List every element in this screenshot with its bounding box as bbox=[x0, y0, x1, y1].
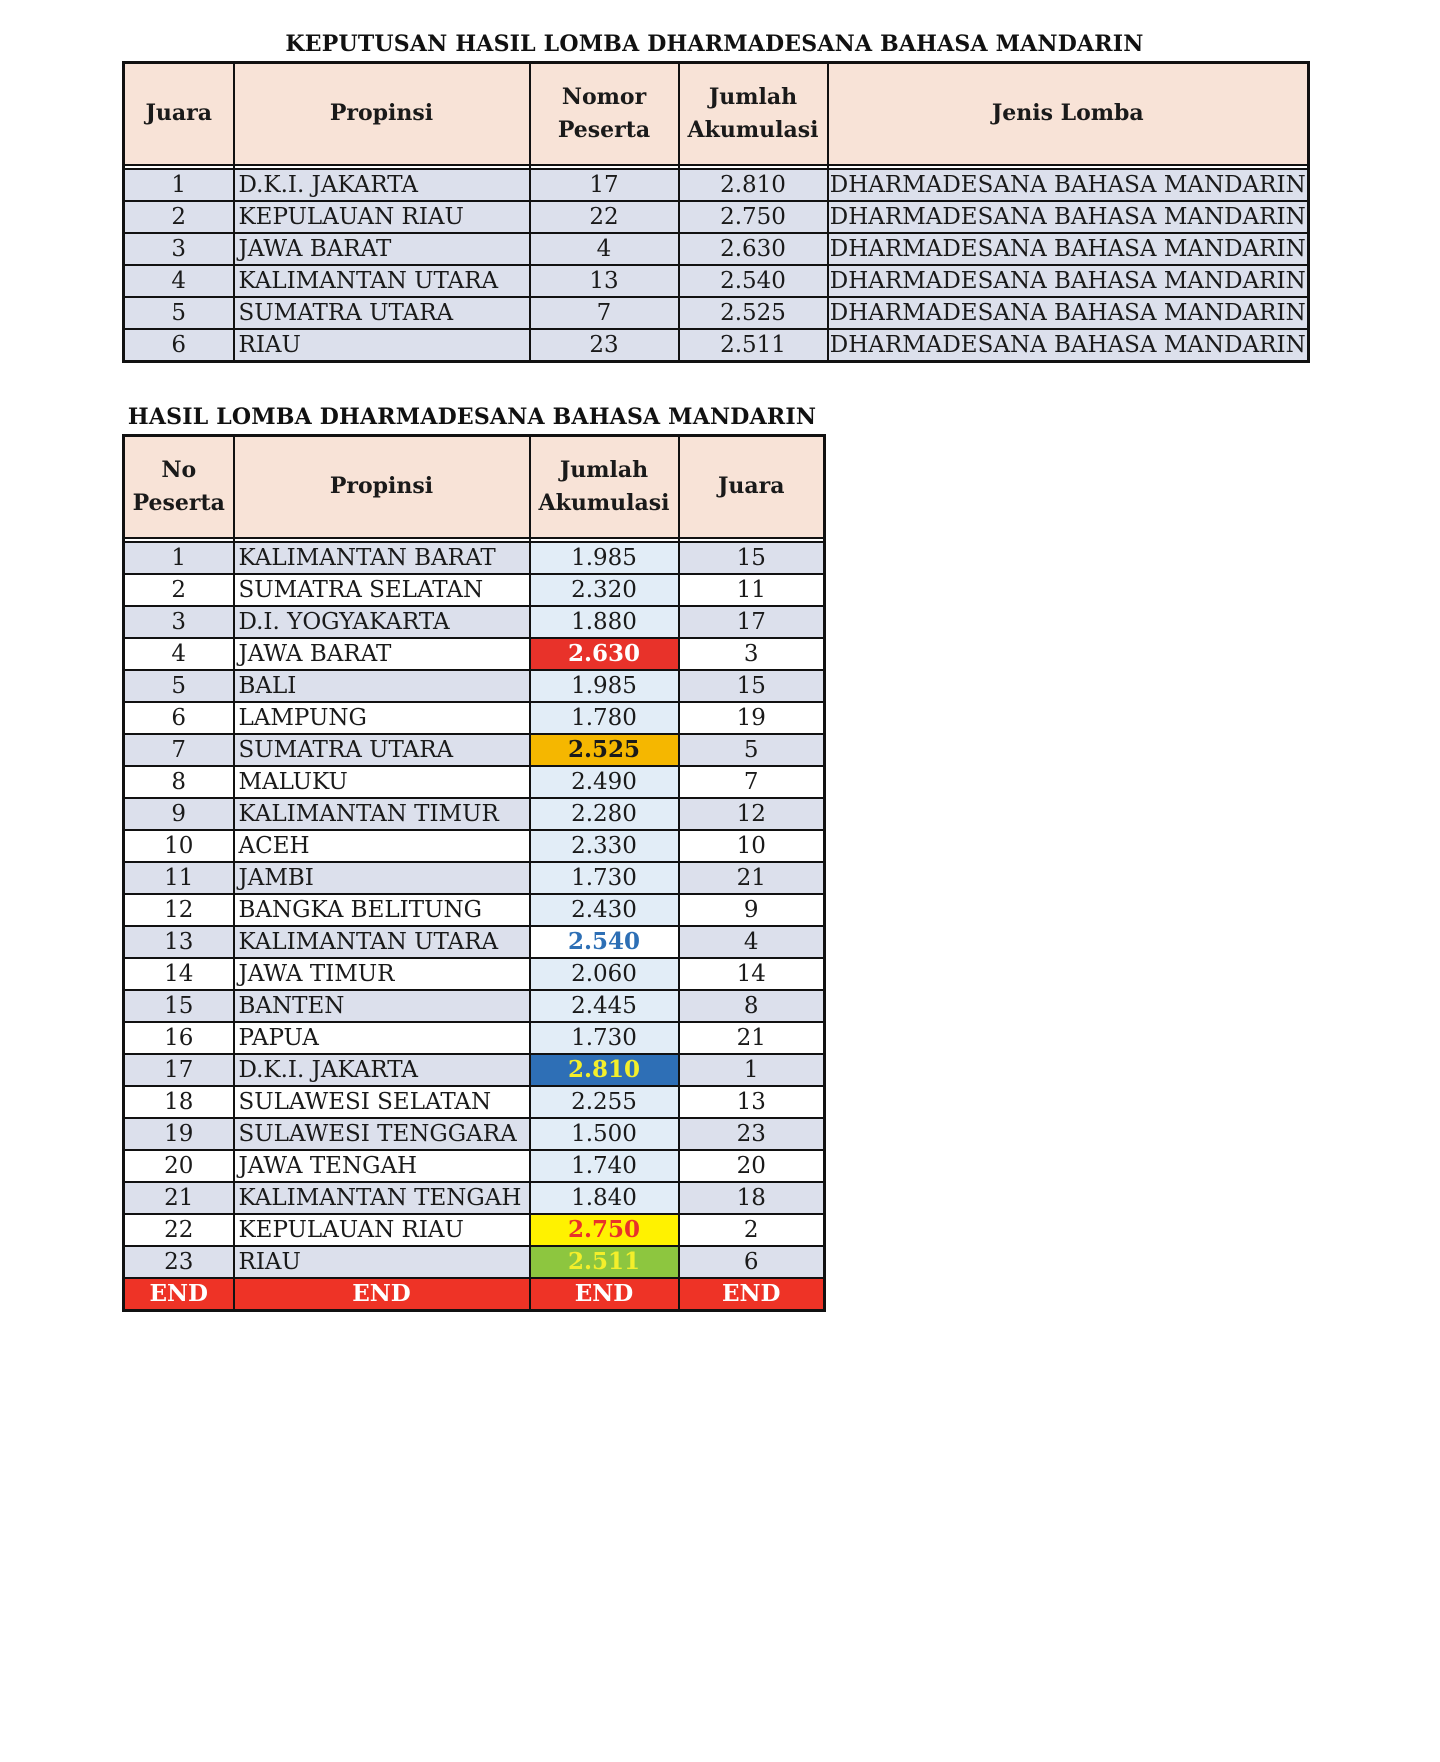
rank-cell: 7 bbox=[679, 766, 825, 798]
participant-number-cell: 8 bbox=[124, 766, 234, 798]
decision-table bbox=[122, 61, 1310, 363]
header-propinsi: Propinsi bbox=[234, 436, 530, 538]
result-row bbox=[124, 670, 825, 702]
participant-number-cell: 22 bbox=[530, 201, 679, 233]
participant-number-cell: 23 bbox=[124, 1246, 234, 1278]
result-row bbox=[124, 574, 825, 606]
participant-number-cell: 7 bbox=[530, 297, 679, 329]
header-jenis-lomba: Jenis Lomba bbox=[828, 63, 1309, 165]
province-cell: D.K.I. JAKARTA bbox=[234, 169, 530, 201]
rank-cell: 21 bbox=[679, 1022, 825, 1054]
result-row bbox=[124, 606, 825, 638]
score-cell: 2.511 bbox=[679, 329, 828, 362]
decision-row bbox=[124, 201, 1309, 233]
score-cell: 1.985 bbox=[530, 542, 679, 574]
score-cell: 2.540 bbox=[679, 265, 828, 297]
participant-number-cell: 3 bbox=[124, 606, 234, 638]
rank-cell: 9 bbox=[679, 894, 825, 926]
competition-type-cell: DHARMADESANA BAHASA MANDARIN bbox=[828, 233, 1309, 265]
rank-cell: 3 bbox=[124, 233, 234, 265]
score-cell: 2.750 bbox=[679, 201, 828, 233]
rank-cell: 12 bbox=[679, 798, 825, 830]
rank-cell: 6 bbox=[124, 329, 234, 362]
score-cell: 1.840 bbox=[530, 1182, 679, 1214]
result-row bbox=[124, 1150, 825, 1182]
competition-type-cell: DHARMADESANA BAHASA MANDARIN bbox=[828, 201, 1309, 233]
rank-cell: 5 bbox=[679, 734, 825, 766]
participant-number-cell: 10 bbox=[124, 830, 234, 862]
province-cell: SUMATRA SELATAN bbox=[234, 574, 530, 606]
header-no-peserta: No Peserta bbox=[124, 436, 234, 538]
result-row bbox=[124, 958, 825, 990]
result-row bbox=[124, 702, 825, 734]
province-cell: PAPUA bbox=[234, 1022, 530, 1054]
score-cell: 2.330 bbox=[530, 830, 679, 862]
score-cell: 2.430 bbox=[530, 894, 679, 926]
results-table bbox=[122, 434, 826, 1312]
result-row bbox=[124, 1022, 825, 1054]
rank-cell: 20 bbox=[679, 1150, 825, 1182]
province-cell: BALI bbox=[234, 670, 530, 702]
decision-row bbox=[124, 265, 1309, 297]
result-row bbox=[124, 926, 825, 958]
result-row bbox=[124, 1086, 825, 1118]
result-row bbox=[124, 798, 825, 830]
participant-number-cell: 13 bbox=[530, 265, 679, 297]
header-juara: Juara bbox=[679, 436, 825, 538]
participant-number-cell: 6 bbox=[124, 702, 234, 734]
province-cell: BANTEN bbox=[234, 990, 530, 1022]
header-propinsi: Propinsi bbox=[234, 63, 530, 165]
competition-type-cell: DHARMADESANA BAHASA MANDARIN bbox=[828, 169, 1309, 201]
participant-number-cell: 19 bbox=[124, 1118, 234, 1150]
province-cell: LAMPUNG bbox=[234, 702, 530, 734]
result-row bbox=[124, 1182, 825, 1214]
participant-number-cell: 9 bbox=[124, 798, 234, 830]
participant-number-cell: 11 bbox=[124, 862, 234, 894]
result-row bbox=[124, 542, 825, 574]
province-cell: ACEH bbox=[234, 830, 530, 862]
result-row bbox=[124, 1118, 825, 1150]
rank-cell: 17 bbox=[679, 606, 825, 638]
header-juara: Juara bbox=[124, 63, 234, 165]
participant-number-cell: 23 bbox=[530, 329, 679, 362]
participant-number-cell: 14 bbox=[124, 958, 234, 990]
rank-cell: 14 bbox=[679, 958, 825, 990]
rank-cell: 15 bbox=[679, 542, 825, 574]
province-cell: KEPULAUAN RIAU bbox=[234, 1214, 530, 1246]
results-table-title: HASIL LOMBA DHARMADESANA BAHASA MANDARIN bbox=[127, 404, 817, 430]
score-cell: 2.490 bbox=[530, 766, 679, 798]
score-cell: 1.985 bbox=[530, 670, 679, 702]
province-cell: KALIMANTAN UTARA bbox=[234, 926, 530, 958]
score-cell: 1.500 bbox=[530, 1118, 679, 1150]
result-row bbox=[124, 638, 825, 670]
decision-row bbox=[124, 169, 1309, 201]
province-cell: RIAU bbox=[234, 329, 530, 362]
competition-type-cell: DHARMADESANA BAHASA MANDARIN bbox=[828, 329, 1309, 362]
score-cell: 2.540 bbox=[530, 926, 679, 958]
rank-cell: 4 bbox=[124, 265, 234, 297]
rank-cell: 19 bbox=[679, 702, 825, 734]
score-cell: 2.445 bbox=[530, 990, 679, 1022]
province-cell: KALIMANTAN UTARA bbox=[234, 265, 530, 297]
rank-cell: 5 bbox=[124, 297, 234, 329]
province-cell: JAWA BARAT bbox=[234, 233, 530, 265]
score-cell: 1.730 bbox=[530, 862, 679, 894]
participant-number-cell: 12 bbox=[124, 894, 234, 926]
rank-cell: 11 bbox=[679, 574, 825, 606]
result-row bbox=[124, 830, 825, 862]
rank-cell: 15 bbox=[679, 670, 825, 702]
score-cell: 2.630 bbox=[530, 638, 679, 670]
province-cell: KALIMANTAN TENGAH bbox=[234, 1182, 530, 1214]
result-row bbox=[124, 894, 825, 926]
participant-number-cell: 2 bbox=[124, 574, 234, 606]
rank-cell: 3 bbox=[679, 638, 825, 670]
province-cell: KEPULAUAN RIAU bbox=[234, 201, 530, 233]
province-cell: D.K.I. JAKARTA bbox=[234, 1054, 530, 1086]
province-cell: JAMBI bbox=[234, 862, 530, 894]
score-cell: 2.255 bbox=[530, 1086, 679, 1118]
score-cell: 2.525 bbox=[530, 734, 679, 766]
province-cell: SULAWESI SELATAN bbox=[234, 1086, 530, 1118]
participant-number-cell: 13 bbox=[124, 926, 234, 958]
rank-cell: 2 bbox=[124, 201, 234, 233]
province-cell: SUMATRA UTARA bbox=[234, 734, 530, 766]
participant-number-cell: 20 bbox=[124, 1150, 234, 1182]
score-cell: 1.780 bbox=[530, 702, 679, 734]
rank-cell: 10 bbox=[679, 830, 825, 862]
result-row bbox=[124, 990, 825, 1022]
participant-number-cell: 16 bbox=[124, 1022, 234, 1054]
rank-cell: 2 bbox=[679, 1214, 825, 1246]
rank-cell: 4 bbox=[679, 926, 825, 958]
end-cell: END bbox=[679, 1278, 825, 1311]
rank-cell: 21 bbox=[679, 862, 825, 894]
score-cell: 1.880 bbox=[530, 606, 679, 638]
header-jumlah-akumulasi: Jumlah Akumulasi bbox=[679, 63, 828, 165]
score-cell: 2.810 bbox=[530, 1054, 679, 1086]
end-cell: END bbox=[530, 1278, 679, 1311]
score-cell: 2.630 bbox=[679, 233, 828, 265]
decision-row bbox=[124, 233, 1309, 265]
participant-number-cell: 21 bbox=[124, 1182, 234, 1214]
score-cell: 2.525 bbox=[679, 297, 828, 329]
decision-table-title: KEPUTUSAN HASIL LOMBA DHARMADESANA BAHASA MANDARIN bbox=[285, 31, 1144, 57]
competition-type-cell: DHARMADESANA BAHASA MANDARIN bbox=[828, 265, 1309, 297]
rank-cell: 1 bbox=[124, 169, 234, 201]
province-cell: KALIMANTAN TIMUR bbox=[234, 798, 530, 830]
province-cell: JAWA TIMUR bbox=[234, 958, 530, 990]
participant-number-cell: 7 bbox=[124, 734, 234, 766]
rank-cell: 13 bbox=[679, 1086, 825, 1118]
end-cell: END bbox=[124, 1278, 234, 1311]
decision-table-body bbox=[124, 165, 1309, 362]
score-cell: 2.060 bbox=[530, 958, 679, 990]
end-row bbox=[124, 1278, 825, 1311]
participant-number-cell: 17 bbox=[124, 1054, 234, 1086]
province-cell: MALUKU bbox=[234, 766, 530, 798]
decision-row bbox=[124, 297, 1309, 329]
header-jumlah-akumulasi: Jumlah Akumulasi bbox=[530, 436, 679, 538]
score-cell: 2.750 bbox=[530, 1214, 679, 1246]
competition-type-cell: DHARMADESANA BAHASA MANDARIN bbox=[828, 297, 1309, 329]
province-cell: JAWA TENGAH bbox=[234, 1150, 530, 1182]
province-cell: KALIMANTAN BARAT bbox=[234, 542, 530, 574]
participant-number-cell: 17 bbox=[530, 169, 679, 201]
score-cell: 1.730 bbox=[530, 1022, 679, 1054]
participant-number-cell: 22 bbox=[124, 1214, 234, 1246]
result-row bbox=[124, 1246, 825, 1278]
participant-number-cell: 4 bbox=[124, 638, 234, 670]
participant-number-cell: 4 bbox=[530, 233, 679, 265]
province-cell: RIAU bbox=[234, 1246, 530, 1278]
score-cell: 2.810 bbox=[679, 169, 828, 201]
province-cell: SUMATRA UTARA bbox=[234, 297, 530, 329]
province-cell: JAWA BARAT bbox=[234, 638, 530, 670]
result-row bbox=[124, 1214, 825, 1246]
participant-number-cell: 1 bbox=[124, 542, 234, 574]
decision-row bbox=[124, 329, 1309, 362]
rank-cell: 23 bbox=[679, 1118, 825, 1150]
score-cell: 1.740 bbox=[530, 1150, 679, 1182]
score-cell: 2.320 bbox=[530, 574, 679, 606]
result-row bbox=[124, 766, 825, 798]
participant-number-cell: 15 bbox=[124, 990, 234, 1022]
rank-cell: 6 bbox=[679, 1246, 825, 1278]
province-cell: SULAWESI TENGGARA bbox=[234, 1118, 530, 1150]
rank-cell: 1 bbox=[679, 1054, 825, 1086]
rank-cell: 8 bbox=[679, 990, 825, 1022]
score-cell: 2.511 bbox=[530, 1246, 679, 1278]
province-cell: BANGKA BELITUNG bbox=[234, 894, 530, 926]
end-cell: END bbox=[234, 1278, 530, 1311]
rank-cell: 18 bbox=[679, 1182, 825, 1214]
result-row bbox=[124, 862, 825, 894]
participant-number-cell: 18 bbox=[124, 1086, 234, 1118]
participant-number-cell: 5 bbox=[124, 670, 234, 702]
province-cell: D.I. YOGYAKARTA bbox=[234, 606, 530, 638]
score-cell: 2.280 bbox=[530, 798, 679, 830]
results-table-body bbox=[124, 538, 825, 1311]
result-row bbox=[124, 1054, 825, 1086]
header-nomor-peserta: Nomor Peserta bbox=[530, 63, 679, 165]
result-row bbox=[124, 734, 825, 766]
